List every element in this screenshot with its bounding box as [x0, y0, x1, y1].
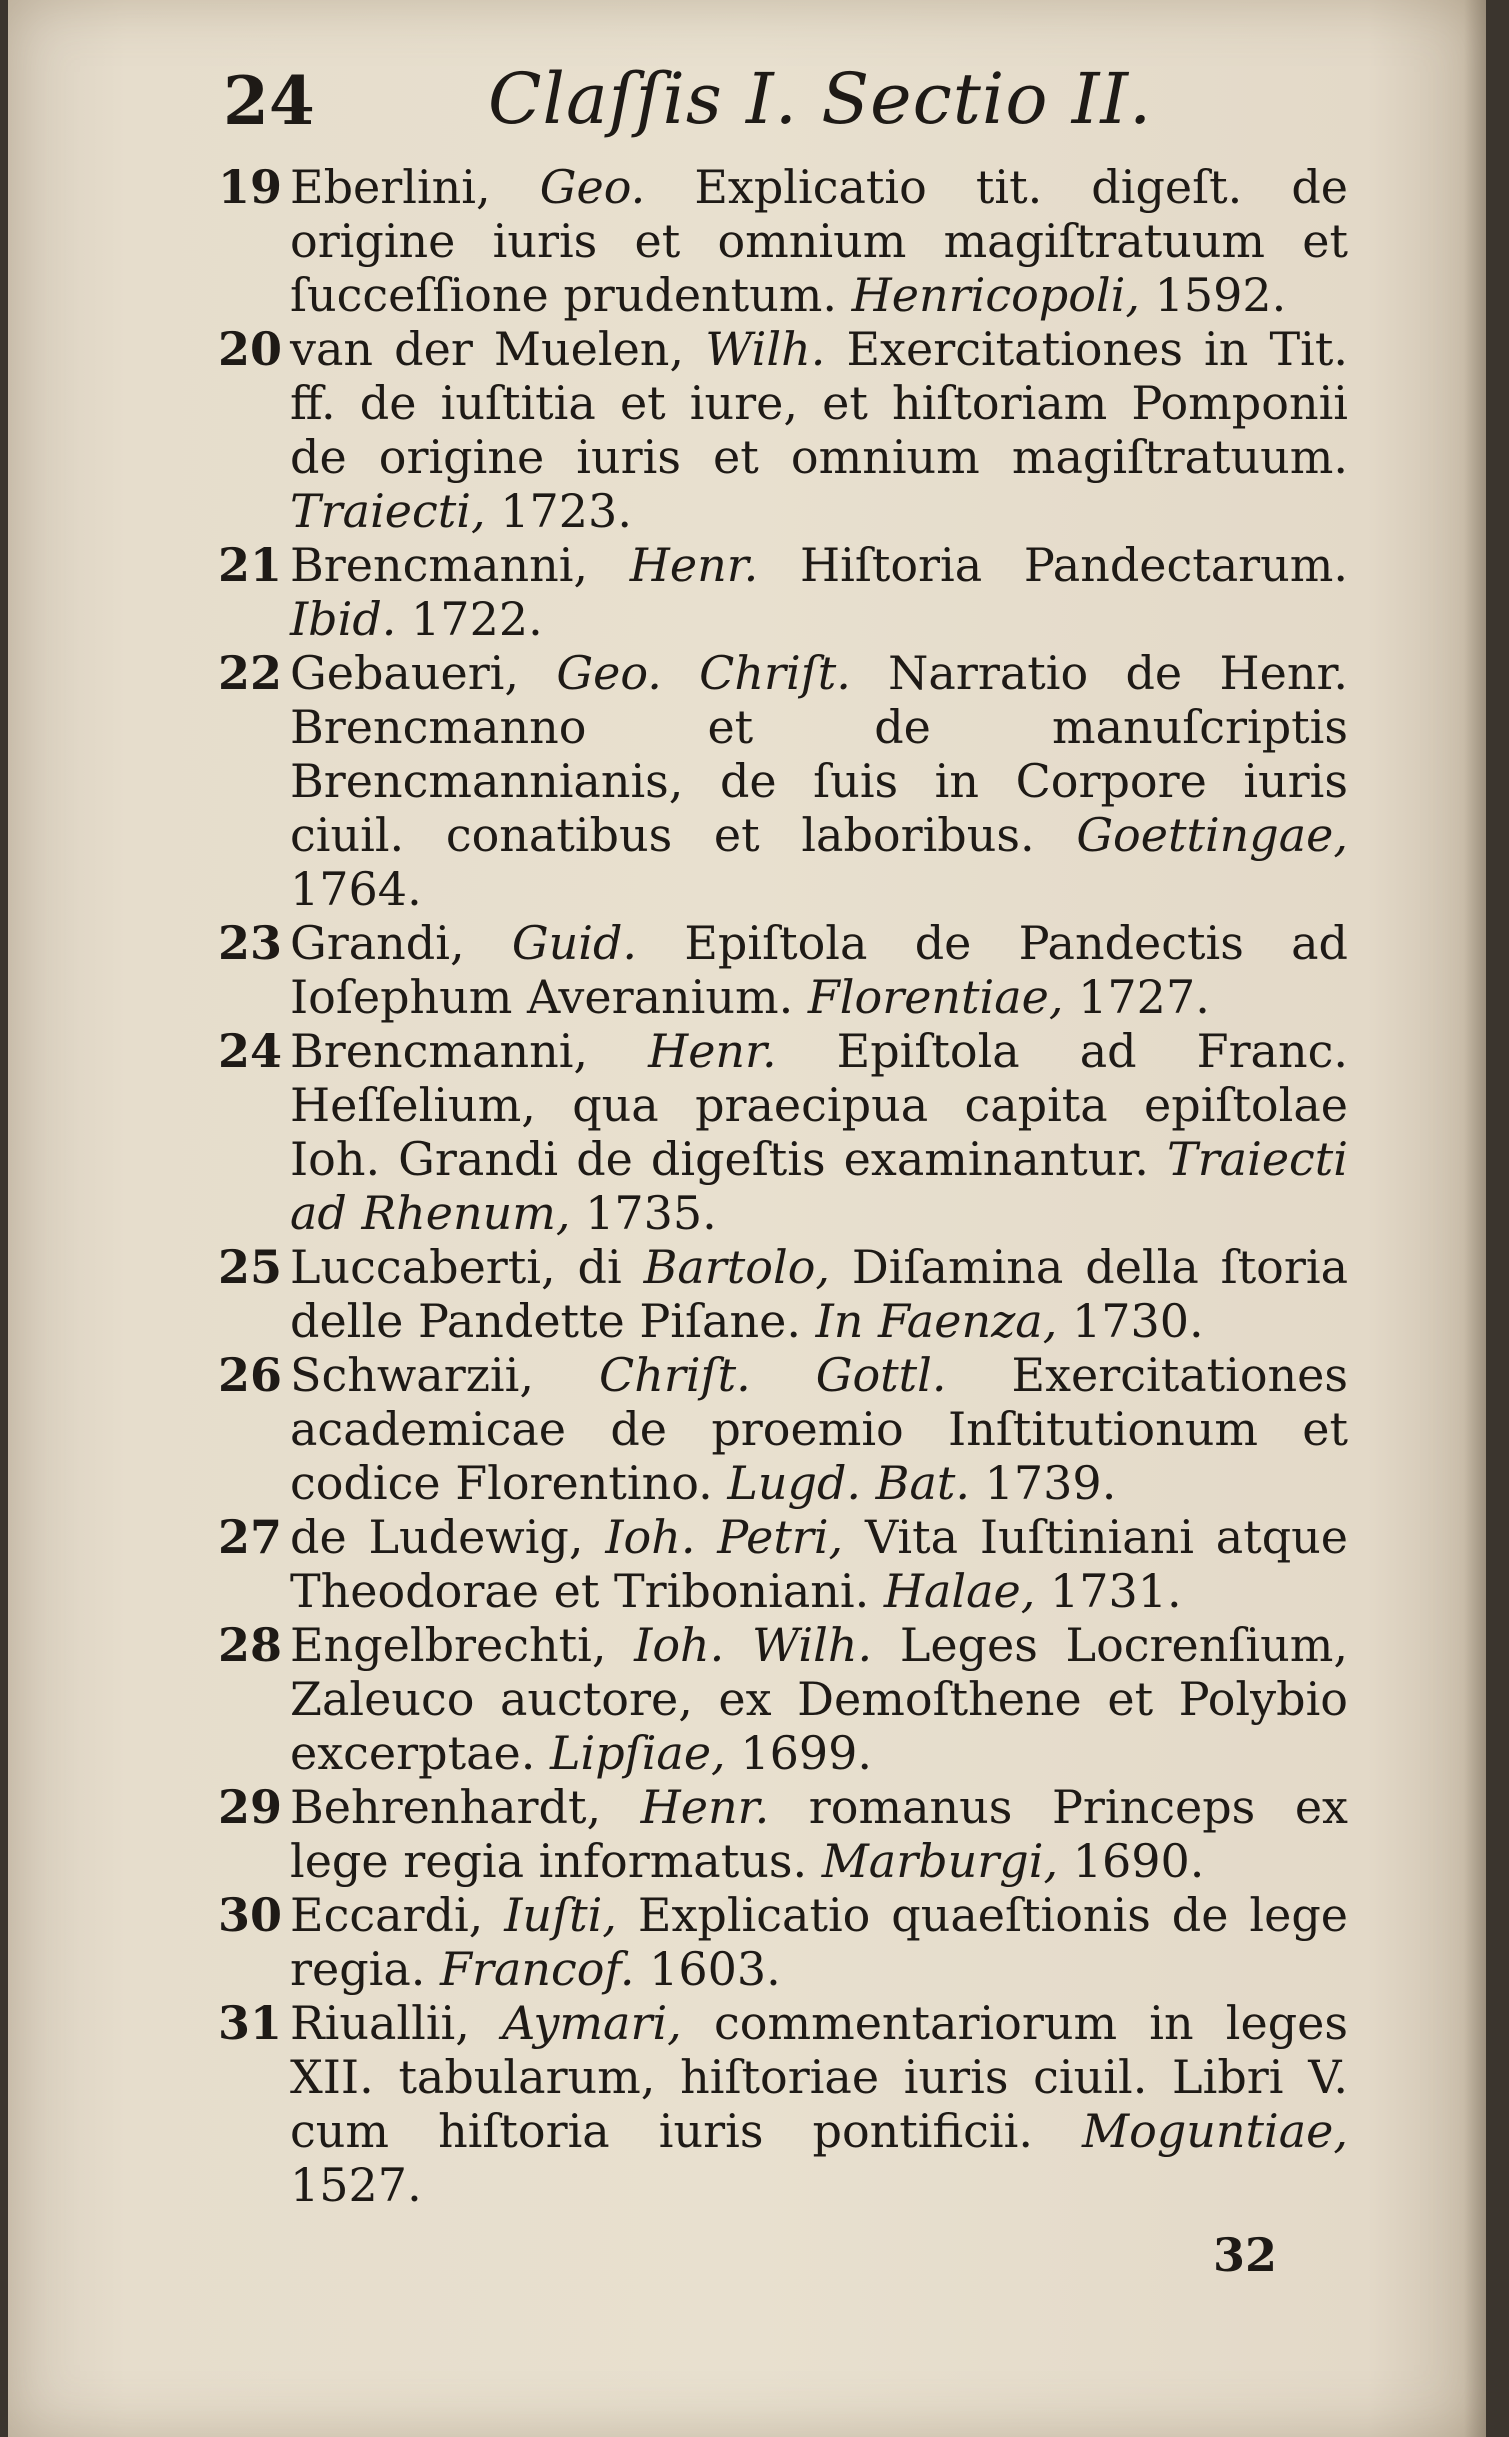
entry-year: 1690.: [1072, 1834, 1205, 1888]
entry-number: 20: [218, 322, 283, 376]
bibliography-entry: [218, 1888, 1348, 1996]
entry-given-name: Chriſt. Gottl.: [599, 1348, 947, 1402]
entry-title: Exercitationes academicae de proemio Inſtitutionum et codice Florentino.: [290, 1348, 1348, 1510]
entry-title: Leges Locrenſium, Zaleuco auctore, ex Demoſthene et Polybio excerptae.: [290, 1618, 1348, 1780]
entry-year: 1735.: [585, 1186, 717, 1240]
bibliography-entry: [218, 1996, 1348, 2212]
entry-given-name: Geo.: [539, 160, 646, 214]
bibliography-entry: [218, 538, 1348, 646]
entry-given-name: Guid.: [511, 916, 638, 970]
bibliography-entry: [218, 1780, 1348, 1888]
bibliography-entry: [218, 1348, 1348, 1510]
entry-year: 1722.: [411, 592, 543, 646]
entry-title: Explicatio quaeſtionis de lege regia.: [290, 1888, 1349, 1996]
entry-number: 19: [218, 160, 283, 214]
entry-author: Brencmanni,: [290, 538, 589, 592]
entry-place: Lugd. Bat.: [727, 1456, 970, 1510]
entry-given-name: Bartolo,: [643, 1240, 831, 1294]
entry-number: 28: [218, 1618, 283, 1672]
bibliography-entry: [218, 1240, 1348, 1348]
entry-author: Luccaberti, di: [290, 1240, 622, 1294]
entry-year: 1731.: [1049, 1564, 1182, 1618]
entry-number: 24: [218, 1024, 283, 1078]
bibliography-entry: [218, 1618, 1348, 1780]
bibliography-entry: [218, 916, 1348, 1024]
page-number: 24: [223, 62, 315, 140]
entry-year: 1723.: [500, 484, 632, 538]
entry-given-name: Henr.: [629, 538, 759, 592]
entry-number: 29: [218, 1780, 283, 1834]
book-page: [8, 0, 1486, 2437]
entry-given-name: Geo. Chriſt.: [556, 646, 851, 700]
entry-number: 23: [218, 916, 283, 970]
entry-title: romanus Princeps ex lege regia informatus.: [290, 1780, 1348, 1888]
entry-title: Narratio de Henr. Brencmanno et de manuſcriptis Brencmannianis, de ſuis in Corpore iuris ciuil. conatibus et laboribus.: [290, 646, 1349, 862]
page-header: [8, 52, 1486, 142]
entry-place: Henricopoli,: [851, 268, 1140, 322]
entry-place: Florentiae,: [807, 970, 1064, 1024]
entry-place: Goettingae,: [1076, 808, 1348, 862]
entry-author: Schwarzii,: [290, 1348, 534, 1402]
bibliography-entry: [218, 646, 1348, 916]
entry-title: Vita Iuſtiniani atque Theodorae et Triboniani.: [290, 1510, 1349, 1618]
entry-number: 21: [218, 538, 283, 592]
entry-year: 1699.: [740, 1726, 873, 1780]
entry-place: Marburgi,: [821, 1834, 1059, 1888]
page-edge-shadow: [1464, 0, 1486, 2437]
entry-given-name: Ioh. Wilh.: [634, 1618, 873, 1672]
entry-year: 1730.: [1071, 1294, 1204, 1348]
entry-author: Engelbrechti,: [290, 1618, 607, 1672]
entry-year: 1727.: [1078, 970, 1210, 1024]
entry-given-name: Wilh.: [705, 322, 826, 376]
catchword: 32: [1213, 2228, 1278, 2282]
bibliography-entry: [218, 160, 1348, 322]
entry-year: 1527.: [290, 2158, 422, 2212]
entry-number: 22: [218, 646, 283, 700]
entry-title: Epiſtola de Pandectis ad Ioſephum Averanium.: [290, 916, 1348, 1024]
entry-title: Epiſtola ad Franc. Heſſelium, qua praecipua capita epiſtolae Ioh. Grandi de digeſtis examinantur.: [290, 1024, 1348, 1186]
entry-place: Lipſiae,: [549, 1726, 726, 1780]
entry-author: Grandi,: [290, 916, 465, 970]
entry-place: Halae,: [883, 1564, 1036, 1618]
entry-author: Eccardi,: [290, 1888, 484, 1942]
entry-year: 1592.: [1154, 268, 1287, 322]
entry-given-name: Aymari,: [502, 1996, 682, 2050]
entry-given-name: Henr.: [648, 1024, 777, 1078]
entry-title: Explicatio tit. digeſt. de origine iuris et omnium magiſtratuum et ſucceſſione prudentum.: [290, 160, 1349, 322]
entry-given-name: Henr.: [640, 1780, 770, 1834]
entry-given-name: Ioh. Petri,: [605, 1510, 844, 1564]
entry-place: In Faenza,: [815, 1294, 1058, 1348]
entry-year: 1739.: [984, 1456, 1117, 1510]
entry-title: Diſamina della ſtoria delle Pandette Piſane.: [290, 1240, 1348, 1348]
entry-title: Hiſtoria Pandectarum.: [800, 538, 1349, 592]
entry-author: Gebaueri,: [290, 646, 520, 700]
entry-number: 25: [218, 1240, 283, 1294]
entry-title: Exercitationes in Tit. ff. de iuſtitia et iure, et hiſtoriam Pomponii de origine iuris et omnium magiſtratuum.: [290, 322, 1349, 484]
bibliography-entry: [218, 1510, 1348, 1618]
entry-place: Traiecti ad Rhenum,: [290, 1132, 1349, 1240]
entry-author: de Ludewig,: [290, 1510, 584, 1564]
bibliography-entry: [218, 1024, 1348, 1240]
entry-author: van der Muelen,: [290, 322, 685, 376]
entry-number: 27: [218, 1510, 283, 1564]
running-title: Claſſis I. Sectio II.: [488, 58, 1153, 140]
entry-author: Eberlini,: [290, 160, 491, 214]
entry-author: Riuallii,: [290, 1996, 470, 2050]
entry-number: 31: [218, 1996, 283, 2050]
entry-place: Traiecti,: [290, 484, 486, 538]
entry-author: Behrenhardt,: [290, 1780, 602, 1834]
entry-number: 26: [218, 1348, 283, 1402]
bibliography-entries: [218, 160, 1348, 2212]
entry-given-name: Iuſti,: [504, 1888, 617, 1942]
entry-number: 30: [218, 1888, 283, 1942]
bibliography-entry: [218, 322, 1348, 538]
entry-place: Moguntiae,: [1082, 2104, 1348, 2158]
entry-year: 1764.: [290, 862, 422, 916]
entry-place: Ibid.: [290, 592, 397, 646]
entry-year: 1603.: [649, 1942, 781, 1996]
entry-author: Brencmanni,: [290, 1024, 589, 1078]
entry-title: commentariorum in leges XII. tabularum, hiſtoriae iuris ciuil. Libri V. cum hiſtoria iuris pontificii.: [290, 1996, 1349, 2158]
entry-place: Francof.: [440, 1942, 635, 1996]
